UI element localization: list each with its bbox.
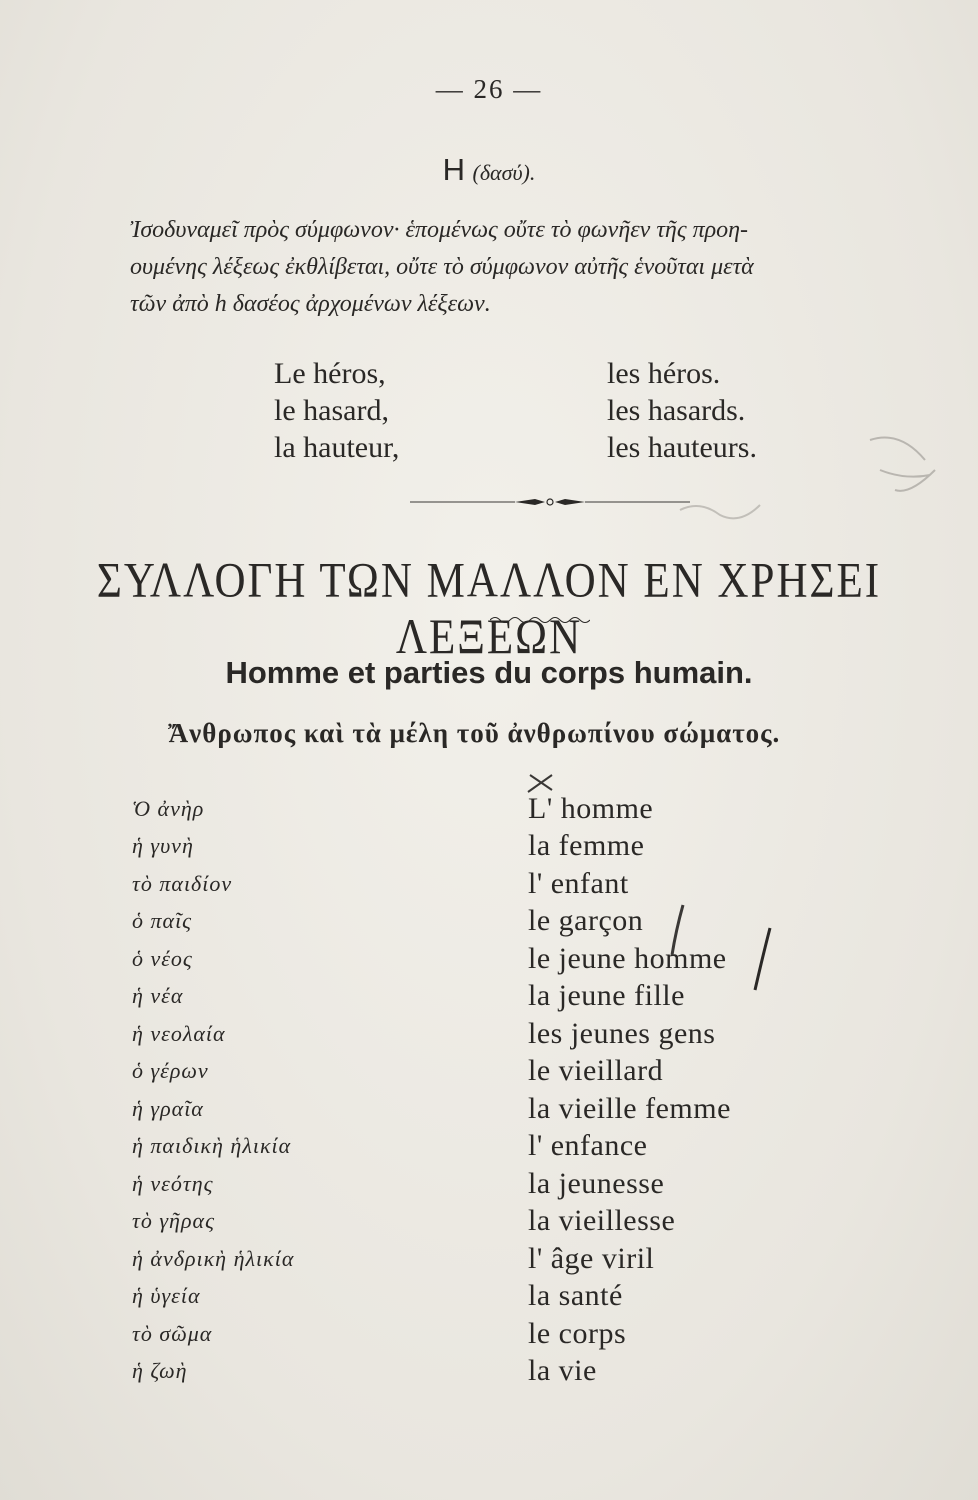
section-heading: [0, 152, 978, 188]
example-singular: le hasard,: [274, 394, 389, 427]
greek-term: ὁ γέρων: [132, 1058, 209, 1083]
greek-term: ἡ ἀνδρικὴ ἡλικία: [132, 1245, 295, 1271]
example-row: [274, 429, 834, 466]
example-plural: les hasards.: [607, 394, 746, 427]
french-term: L' homme: [528, 791, 654, 825]
vocabulary-row: [132, 938, 892, 976]
example-singular: la hauteur,: [274, 431, 400, 464]
french-term: les jeunes gens: [528, 1016, 716, 1050]
french-term: la vie: [528, 1354, 597, 1387]
french-term: la femme: [528, 829, 645, 862]
french-term: l' âge viril: [528, 1241, 655, 1275]
french-term: le corps: [528, 1316, 627, 1350]
greek-term: ἡ νεότης: [132, 1170, 214, 1196]
greek-term: τὸ παιδίον: [132, 870, 233, 896]
vocabulary-row: [132, 1276, 892, 1314]
example-table: [274, 355, 834, 466]
french-term: le jeune homme: [528, 941, 727, 975]
vocabulary-row: [132, 1313, 892, 1351]
vocabulary-row: [132, 1013, 892, 1051]
french-term: l' enfance: [528, 1129, 648, 1162]
vocabulary-list: [132, 788, 892, 1388]
collection-title: ΣΥΛΛΟΓΗ ΤΩΝ ΜΑΛΛΟΝ ΕΝ ΧΡΗΣΕΙ ΛΕΞΕΩΝ: [96, 554, 882, 665]
vocabulary-row: [132, 863, 892, 901]
french-term: la jeune fille: [528, 979, 685, 1012]
vocabulary-row: [132, 826, 892, 864]
subtitle-greek: Ἄνθρωπος καὶ τὰ μέλη τοῦ ἀνθρωπίνου σώματος.: [168, 718, 781, 748]
greek-term: ἡ ὑγεία: [132, 1283, 201, 1308]
vocabulary-row: [132, 1088, 892, 1126]
rule-paragraph: [130, 212, 950, 323]
french-term: l' enfant: [528, 866, 629, 900]
french-term: la vieillesse: [528, 1204, 676, 1237]
vocabulary-row: [132, 976, 892, 1014]
greek-term: ὁ νέος: [132, 945, 193, 971]
ornament-divider: [410, 496, 690, 508]
vocabulary-row: [132, 1238, 892, 1276]
vocabulary-row: [132, 1351, 892, 1389]
french-term: la santé: [528, 1279, 623, 1312]
greek-term: ἡ ζωὴ: [132, 1358, 188, 1383]
vocabulary-row: [132, 788, 892, 826]
greek-term: τὸ σῶμα: [132, 1320, 213, 1346]
example-plural: les hauteurs.: [607, 431, 757, 464]
greek-term: ἡ παιδικὴ ἡλικία: [132, 1133, 292, 1158]
greek-term: ἡ γραῖα: [132, 1095, 204, 1121]
wavy-rule: [490, 615, 590, 625]
greek-term: ἡ γυνὴ: [132, 833, 194, 858]
subtitle-french: Homme et parties du corps humain.: [225, 655, 753, 690]
vocabulary-row: [132, 1126, 892, 1164]
example-singular: Le héros,: [274, 357, 386, 390]
example-row: [274, 392, 834, 429]
example-row: [274, 355, 834, 392]
french-term: la vieille femme: [528, 1091, 731, 1125]
greek-term: ἡ νεολαία: [132, 1020, 226, 1046]
vocabulary-row: [132, 1051, 892, 1089]
french-term: le garçon: [528, 904, 644, 937]
greek-term: ἡ νέα: [132, 983, 184, 1008]
vocabulary-row: [132, 901, 892, 939]
section-letter: Η: [442, 152, 465, 187]
french-term: la jeunesse: [528, 1166, 665, 1200]
greek-term: ὁ παῖς: [132, 908, 193, 933]
example-plural: les héros.: [607, 357, 721, 390]
greek-term: Ὁ ἀνὴρ: [132, 795, 205, 821]
section-note: (δασύ).: [472, 160, 536, 185]
rule-line: τῶν ἀπὸ h δασέος ἀρχομένων λέξεων.: [130, 291, 491, 317]
greek-term: τὸ γῆρας: [132, 1208, 215, 1233]
french-term: le vieillard: [528, 1054, 664, 1087]
rule-line: Ἰσοδυναμεῖ πρὸς σύμφωνον· ἑπομένως οὔτε τὸ φωνῆεν τῆς προη-: [130, 217, 749, 243]
page-number: — 26 —: [435, 74, 543, 104]
vocabulary-row: [132, 1201, 892, 1239]
rule-line: ουμένης λέξεως ἐκθλίβεται, οὔτε τὸ σύμφωνον αὐτῆς ἑνοῦται μετὰ: [130, 254, 754, 280]
vocabulary-row: [132, 1163, 892, 1201]
